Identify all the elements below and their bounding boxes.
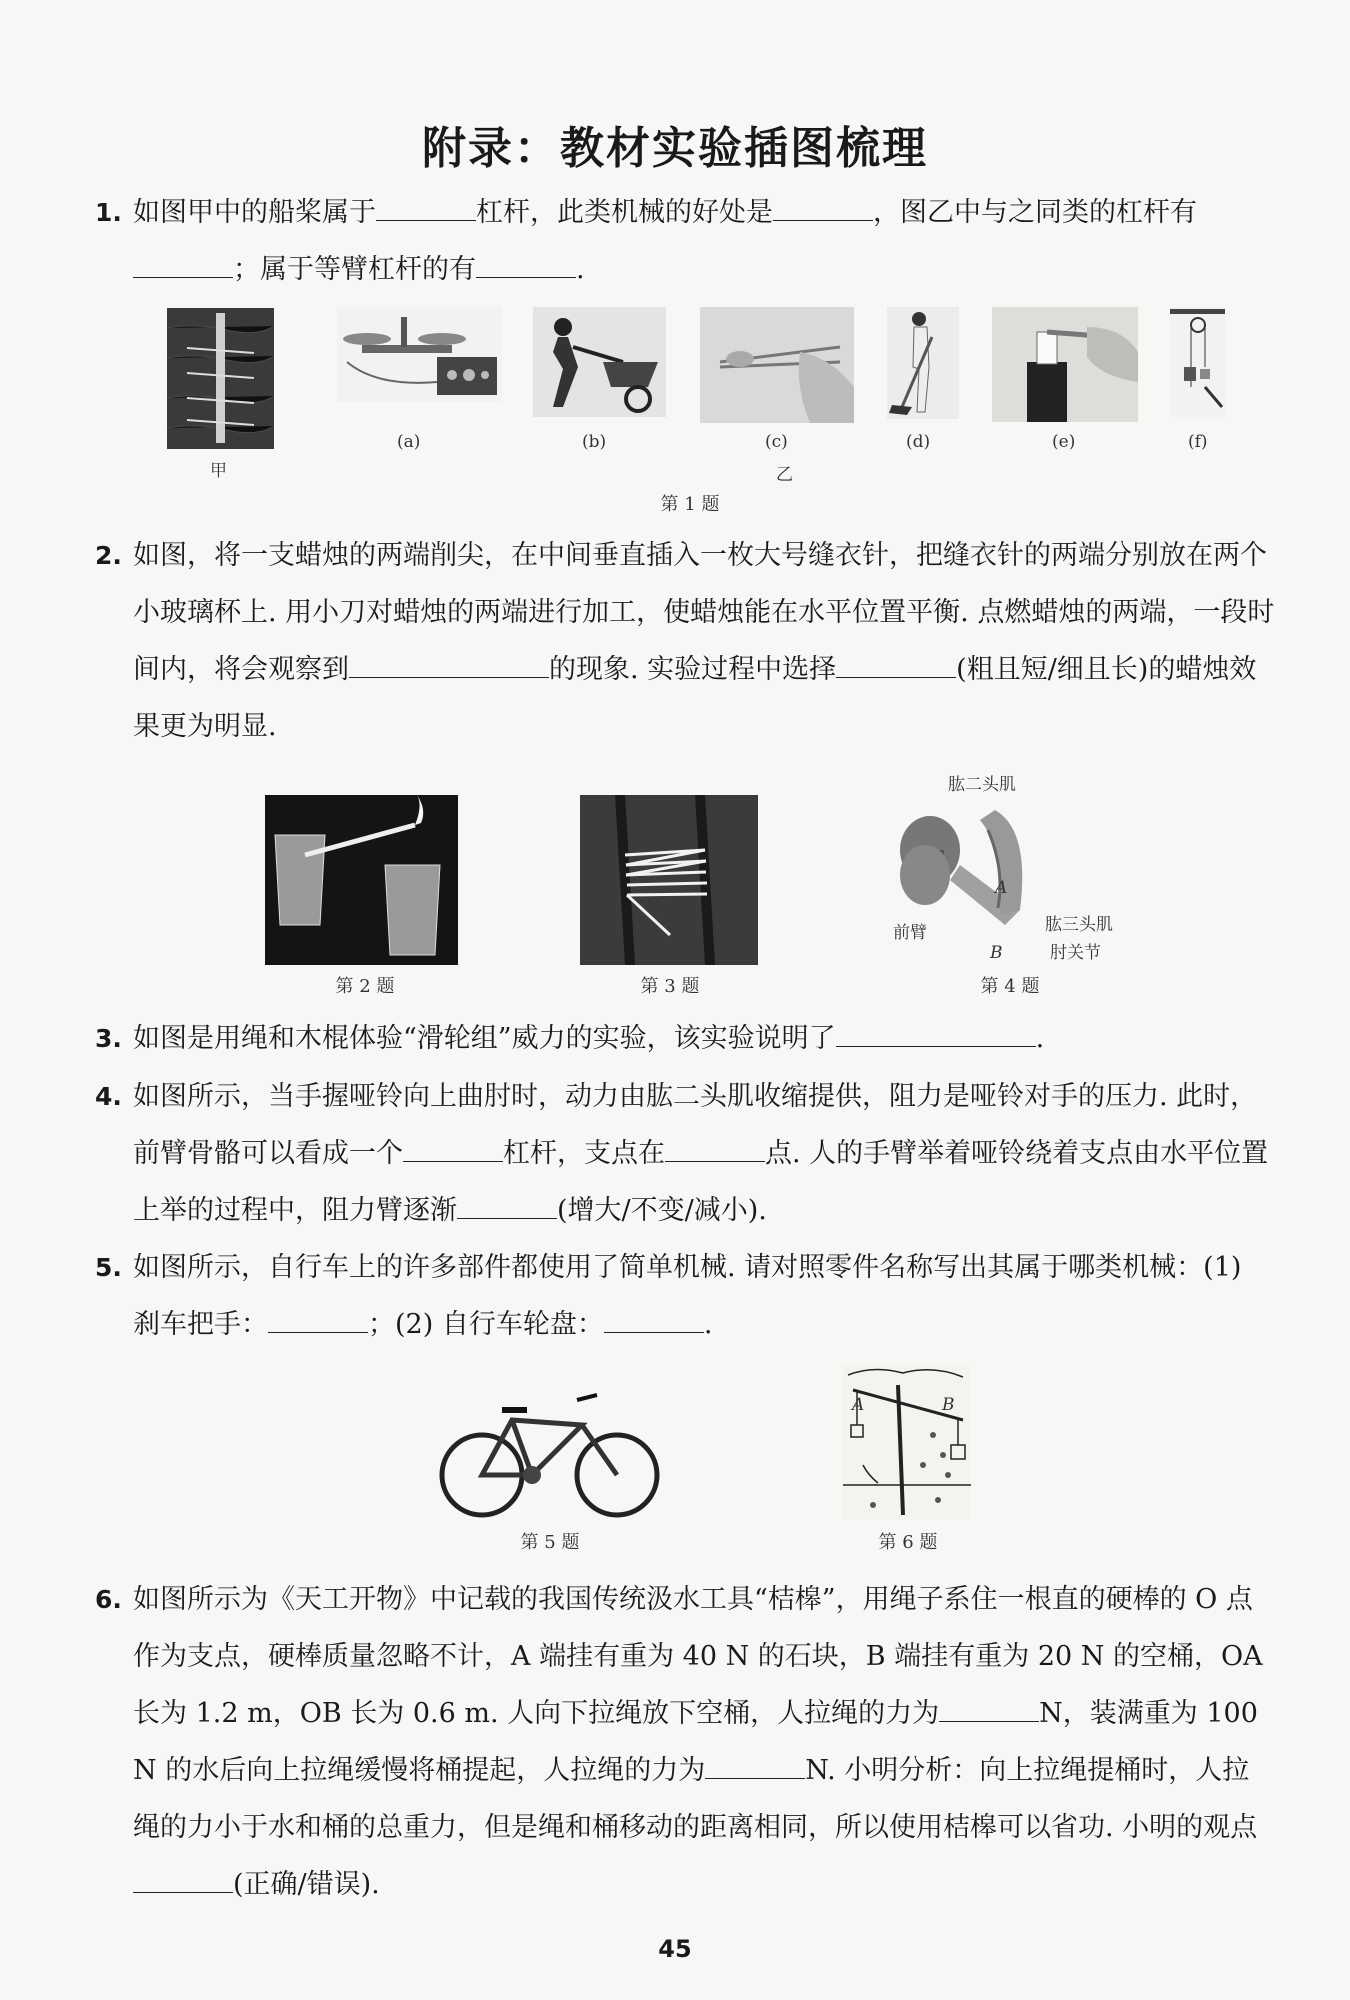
question-text: ，图乙中与之同类的杠杆有 [873, 197, 1197, 228]
page-title: 附录：教材实验插图梳理 [422, 123, 928, 174]
figure-label-b: (b) [582, 432, 607, 452]
answer-blank[interactable] [939, 1693, 1039, 1722]
question-text: ；(2) 自行车轮盘： [368, 1309, 604, 1340]
answer-blank[interactable] [268, 1304, 368, 1333]
figure-caption: 第 4 题 [980, 976, 1040, 997]
rope-sticks-photo [580, 795, 758, 965]
figure-label-c: (c) [765, 432, 788, 452]
answer-blank[interactable] [349, 649, 549, 678]
label-elbow: 肘关节 [1050, 943, 1101, 963]
question-text: 的现象. 实验过程中选择 [549, 654, 837, 685]
answer-blank[interactable] [836, 649, 956, 678]
bottle-opener-photo [992, 307, 1138, 422]
bicycle-photo [437, 1375, 662, 1523]
label-point-a: A [852, 1395, 865, 1415]
answer-blank[interactable] [836, 1018, 1036, 1047]
page-number: 45 [658, 1935, 692, 1963]
question-text: ；属于等臂杠杆的有 [233, 254, 476, 285]
figure-caption: 第 6 题 [878, 1532, 938, 1553]
figure-label-a: (a) [397, 432, 421, 452]
answer-blank[interactable] [457, 1190, 557, 1219]
broom-sweeping-photo [887, 307, 959, 419]
answer-blank[interactable] [665, 1133, 765, 1162]
question-text: 如图所示为《天工开物》中记载的我国传统汲水工具“桔槔”，用绳子系住一根直的硬棒的 O 点作为支点，硬棒质量忽略不计，A 端挂有重为 40 N 的石块，B 端挂有重为 20 N 的空桶，OA 长为 1.2 m，OB 长为 0.6 m. 人向下拉绳放下空桶，人拉绳的力为 [133, 1584, 1263, 1729]
label-point-b: B [942, 1395, 955, 1415]
question-2 [95, 527, 1275, 755]
figure-label-yi: 乙 [776, 465, 793, 485]
candle-seesaw-photo [265, 795, 458, 965]
answer-blank[interactable] [376, 192, 476, 221]
answer-blank[interactable] [604, 1304, 704, 1333]
figure-label-d: (d) [906, 432, 931, 452]
label-forearm: 前臂 [893, 923, 927, 943]
balance-scale-photo [337, 307, 502, 402]
question-text: (粗且短/细且长)的蜡烛效果更为明显. [133, 654, 1257, 742]
question-6 [95, 1571, 1275, 1913]
question-number: 6. [95, 1585, 122, 1614]
answer-blank[interactable] [133, 249, 233, 278]
figure-caption: 第 1 题 [660, 494, 720, 515]
answer-blank[interactable] [403, 1133, 503, 1162]
question-number: 5. [95, 1253, 122, 1282]
question-number: 3. [95, 1024, 122, 1053]
question-text: . [1035, 1023, 1045, 1054]
question-text: 如图是用绳和木棍体验“滑轮组”威力的实验，该实验说明了 [133, 1023, 836, 1054]
rowing-boat-photo [167, 308, 274, 449]
chopsticks-photo [700, 307, 854, 423]
question-text: . [576, 254, 585, 285]
answer-blank[interactable] [705, 1750, 805, 1779]
answer-blank[interactable] [133, 1864, 233, 1893]
label-triceps: 肱三头肌 [1045, 915, 1113, 935]
question-text: . [703, 1309, 713, 1340]
figure-label-e: (e) [1052, 432, 1076, 452]
question-text: 如图，将一支蜡烛的两端削尖，在中间垂直插入一枚大号缝衣针，把缝衣针的两端分别放在两个小玻璃杯上. 用小刀对蜡烛的两端进行加工，使蜡烛能在水平位置平衡. 点燃蜡烛的两端，一段时间内，将会观察到 [133, 540, 1275, 685]
answer-blank[interactable] [476, 249, 576, 278]
label-point-b: B [990, 943, 1003, 963]
question-number: 1. [95, 198, 122, 227]
question-text: 杠杆，此类机械的好处是 [476, 197, 773, 228]
question-text: 如图甲中的船桨属于 [133, 197, 376, 228]
question-4 [95, 1068, 1275, 1239]
figure-label-f: (f) [1188, 432, 1208, 452]
pulley-photo [1170, 307, 1225, 417]
figure-label-jia: 甲 [210, 461, 227, 481]
question-text: 如图所示，当手握哑铃向上曲肘时，动力由肱二头肌收缩提供，阻力是哑铃对手的压力. 此时，前臂骨骼可以看成一个 [133, 1081, 1258, 1169]
figure-caption: 第 2 题 [335, 976, 395, 997]
question-text: 杠杆，支点在 [503, 1138, 665, 1169]
question-text: N. 小明分析：向上拉绳提桶时，人拉绳的力小于水和桶的总重力，但是绳和桶移动的距离相同，所以使用桔槔可以省功. 小明的观点 [133, 1755, 1258, 1843]
question-text: (增大/不变/减小). [557, 1195, 767, 1226]
question-text: 如图所示，自行车上的许多部件都使用了简单机械. 请对照零件名称写出其属于哪类机械：(1) 刹车把手： [133, 1252, 1242, 1340]
question-1 [95, 184, 1275, 298]
answer-blank[interactable] [773, 192, 873, 221]
question-text: N，装满重为 100 N 的水后向上拉绳缓慢将桶提起，人拉绳的力为 [133, 1698, 1258, 1786]
figure-caption: 第 3 题 [640, 976, 700, 997]
shaduf-woodcut-illustration [843, 1365, 971, 1520]
question-5 [95, 1239, 1275, 1353]
question-3 [95, 1010, 1275, 1067]
question-number: 4. [95, 1082, 122, 1111]
question-number: 2. [95, 541, 122, 570]
wheelbarrow-photo [533, 307, 666, 417]
figure-caption: 第 5 题 [520, 1532, 580, 1553]
label-biceps: 肱二头肌 [948, 775, 1016, 795]
question-text: 点. 人的手臂举着哑铃绕着支点由水平位置上举的过程中，阻力臂逐渐 [133, 1138, 1269, 1226]
label-point-a: A [995, 878, 1008, 898]
question-text: (正确/错误). [233, 1869, 380, 1900]
